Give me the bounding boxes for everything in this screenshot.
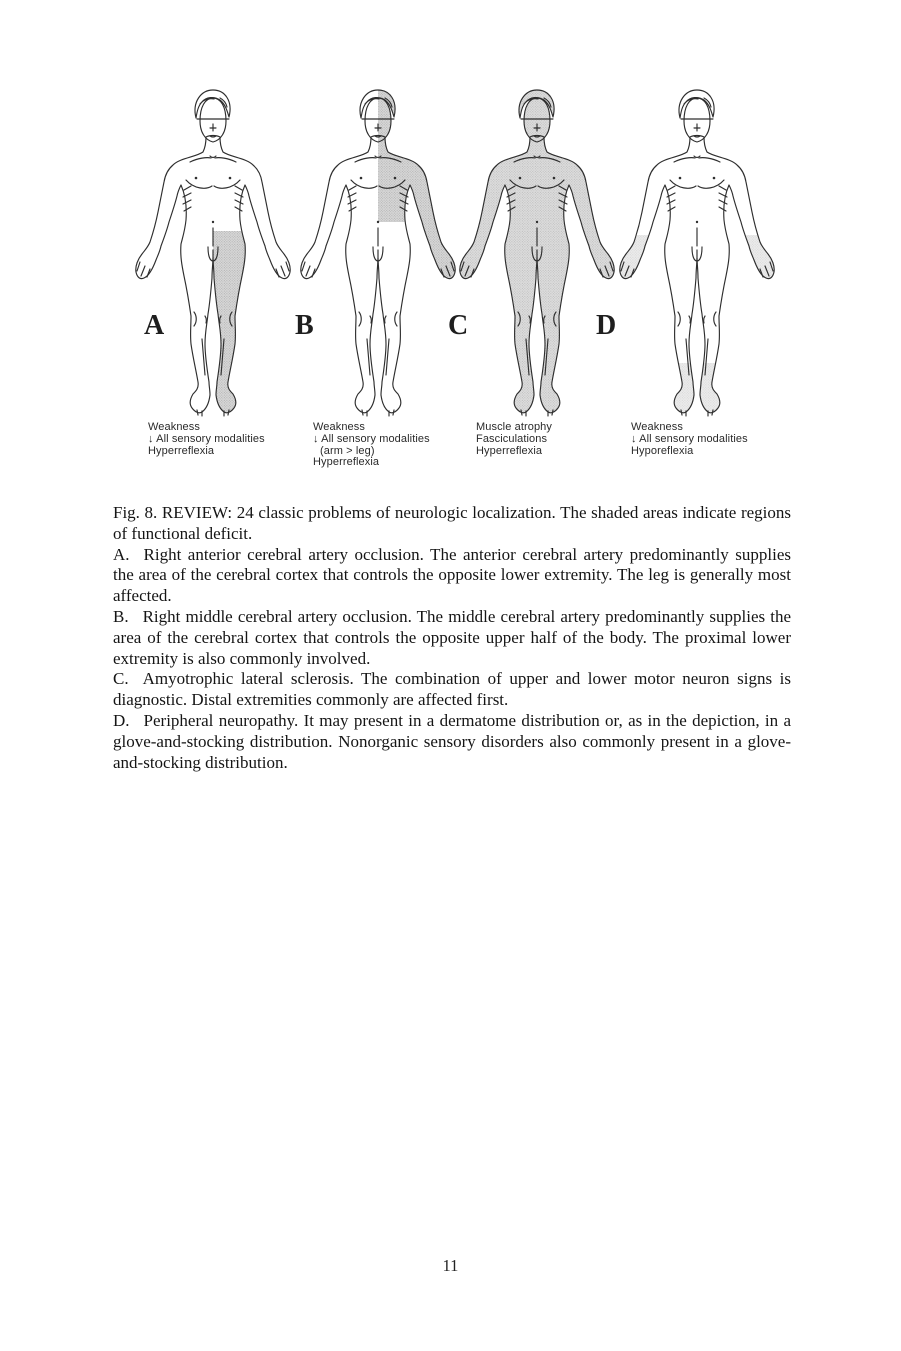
caption-item-label: A.	[113, 544, 130, 564]
panel-findings-b	[313, 422, 430, 469]
finding-line: (arm > leg)	[320, 444, 375, 457]
caption-item-text: Right middle cerebral artery occlusion. The middle cerebral artery predominantly supplies the area of the cerebral cortex that controls the opposite upper half of the body. The proximal lower extremity is also commonly involved.	[113, 606, 791, 668]
finding-line: Hyperreflexia	[313, 456, 380, 469]
panel-findings-c	[476, 422, 552, 457]
finding-line: ↓ All sensory modalities	[313, 432, 430, 445]
finding-line: Hyporeflexia	[631, 444, 694, 457]
finding-line: Muscle atrophy	[476, 421, 552, 433]
panel-letter-c: C	[448, 310, 469, 341]
figure-caption	[113, 503, 791, 773]
caption-item-text: Right anterior cerebral artery occlusion. The anterior cerebral artery predominantly supplies the area of the cerebral cortex that controls the opposite lower extremity. The leg is generally most affected.	[113, 544, 791, 606]
caption-item-text: Peripheral neuropathy. It may present in a dermatome distribution or, as in the depiction, in a glove-and-stocking distribution. Nonorganic sensory disorders also commonly present in a glove-and-stocking distribution.	[113, 710, 791, 772]
caption-item-b	[113, 607, 791, 669]
caption-item-text: Amyotrophic lateral sclerosis. The combination of upper and lower motor neuron signs is diagnostic. Distal extremities commonly are affected first.	[113, 669, 791, 710]
panel-letter-b: B	[295, 310, 314, 341]
panel-findings-a	[148, 422, 265, 457]
panel-letter-d: D	[596, 310, 617, 341]
caption-item-label: D.	[113, 710, 130, 730]
finding-line: Weakness	[148, 421, 200, 433]
finding-line: ↓ All sensory modalities	[148, 432, 265, 445]
page-number: 11	[442, 1256, 459, 1275]
body-diagram-d	[614, 85, 779, 420]
caption-item-a	[113, 545, 791, 607]
caption-item-label: C.	[113, 669, 129, 689]
panel-letter-a: A	[144, 310, 165, 341]
caption-item-c	[113, 669, 791, 711]
body-diagram-b	[295, 85, 460, 420]
body-diagram-a	[130, 85, 295, 420]
finding-line: Weakness	[631, 421, 683, 433]
panel-findings-d	[631, 422, 748, 457]
body-diagram-c	[454, 85, 619, 420]
finding-line: Hyperreflexia	[476, 444, 543, 457]
caption-item-label: B.	[113, 606, 129, 626]
finding-line: Weakness	[313, 421, 365, 433]
caption-item-d	[113, 711, 791, 773]
finding-line: Fasciculations	[476, 432, 548, 445]
finding-line: ↓ All sensory modalities	[631, 432, 748, 445]
finding-line: Hyperreflexia	[148, 444, 215, 457]
caption-intro: Fig. 8. REVIEW: 24 classic problems of neurologic localization. The shaded areas indicate regions of functional deficit.	[113, 503, 791, 543]
